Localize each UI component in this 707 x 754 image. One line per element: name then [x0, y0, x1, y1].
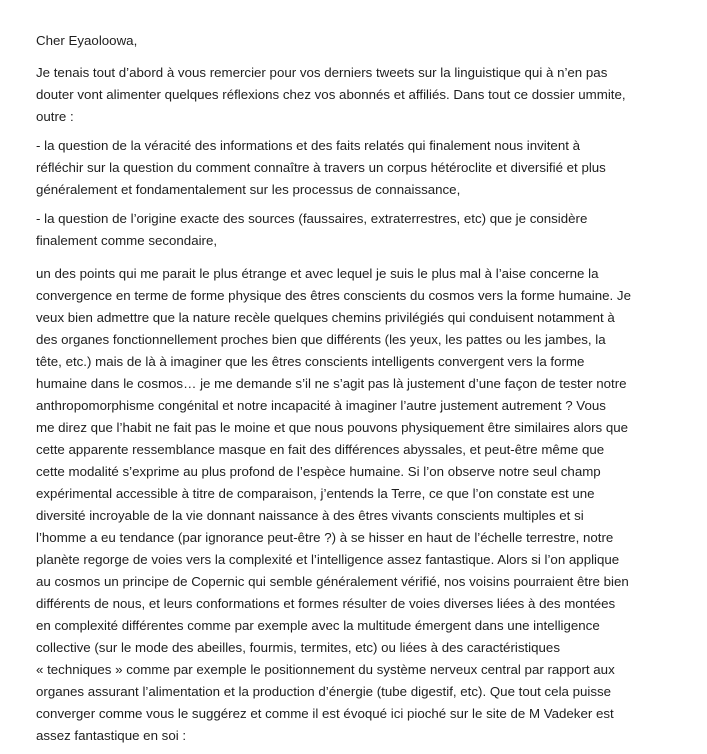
letter-point-veracity: - la question de la véracité des informations et des faits relatés qui finalement nous invitent à réfléchir sur la question du comment connaître à travers un corpus hétéroclite et diversifié et plus généralement et fondamentalement sur les processus de connaissance,	[36, 138, 606, 197]
letter-intro-paragraph: Je tenais tout d’abord à vous remercier pour vos derniers tweets sur la linguistique qui à n’en pas douter vont alimenter quelques réflexions chez vos abonnés et affiliés. Dans tout ce dossier ummite, outre :	[36, 65, 626, 124]
letter-body-paragraph: un des points qui me parait le plus étrange et avec lequel je suis le plus mal à l’aise concerne la convergence en terme de forme physique des êtres conscients du cosmos vers la forme humaine. Je veux bien admettre que la nature recèle quelques chemins privilégiés qui conduisent notamment à des organes fonctionnellement proches bien que différents (les yeux, les pattes ou les jambes, la tête, etc.) mais de là à imaginer que les êtres conscients intelligents convergent vers la forme humaine dans le cosmos… je me demande s’il ne s’agit pas là justement d’une façon de tester notre anthropomorphisme congénital et notre incapacité à imaginer l’autre justement autrement ? Vous me direz que l’habit ne fait pas le moine et que nous pouvons physiquement être similaires alors que cette apparente ressemblance masque en fait des différences abyssales, et peut-être même que cette modalité s’exprime au plus profond de l’espèce humaine. Si l’on observe notre seul champ expérimental accessible à titre de comparaison, j’entends la Terre, ce que l’on constate est une diversité incroyable de la vie donnant naissance à des êtres vivants conscients multiples et si l’homme a eu tendance (par ignorance peut-être ?) à se hisser en haut de l’échelle terrestre, notre planète regorge de voies vers la complexité et l’intelligence assez fantastique. Alors si l’on applique au cosmos un principe de Copernic qui semble généralement vérifié, nos voisins pourraient être bien différents de nous, et leurs conformations et formes résulter de voies diverses liées à des montées en complexité différentes comme par exemple avec la multitude émergent dans une intelligence collective (sur le mode des abeilles, fourmis, termites, etc) ou liées à des caractéristiques « techniques » comme par exemple le positionnement du système nerveux central par rapport aux organes assurant l’alimentation et la production d’énergie (tube digestif, etc). Que tout cela puisse converger comme vous le suggérez et comme il est évoqué ici pioché sur le site de M Vadeker est assez fantastique en soi :	[36, 266, 631, 743]
letter-greeting: Cher Eyaoloowa,	[36, 33, 138, 48]
letter-document	[36, 30, 700, 754]
letter-point-sources: - la question de l’origine exacte des sources (faussaires, extraterrestres, etc) que je considère finalement comme secondaire,	[36, 211, 588, 248]
